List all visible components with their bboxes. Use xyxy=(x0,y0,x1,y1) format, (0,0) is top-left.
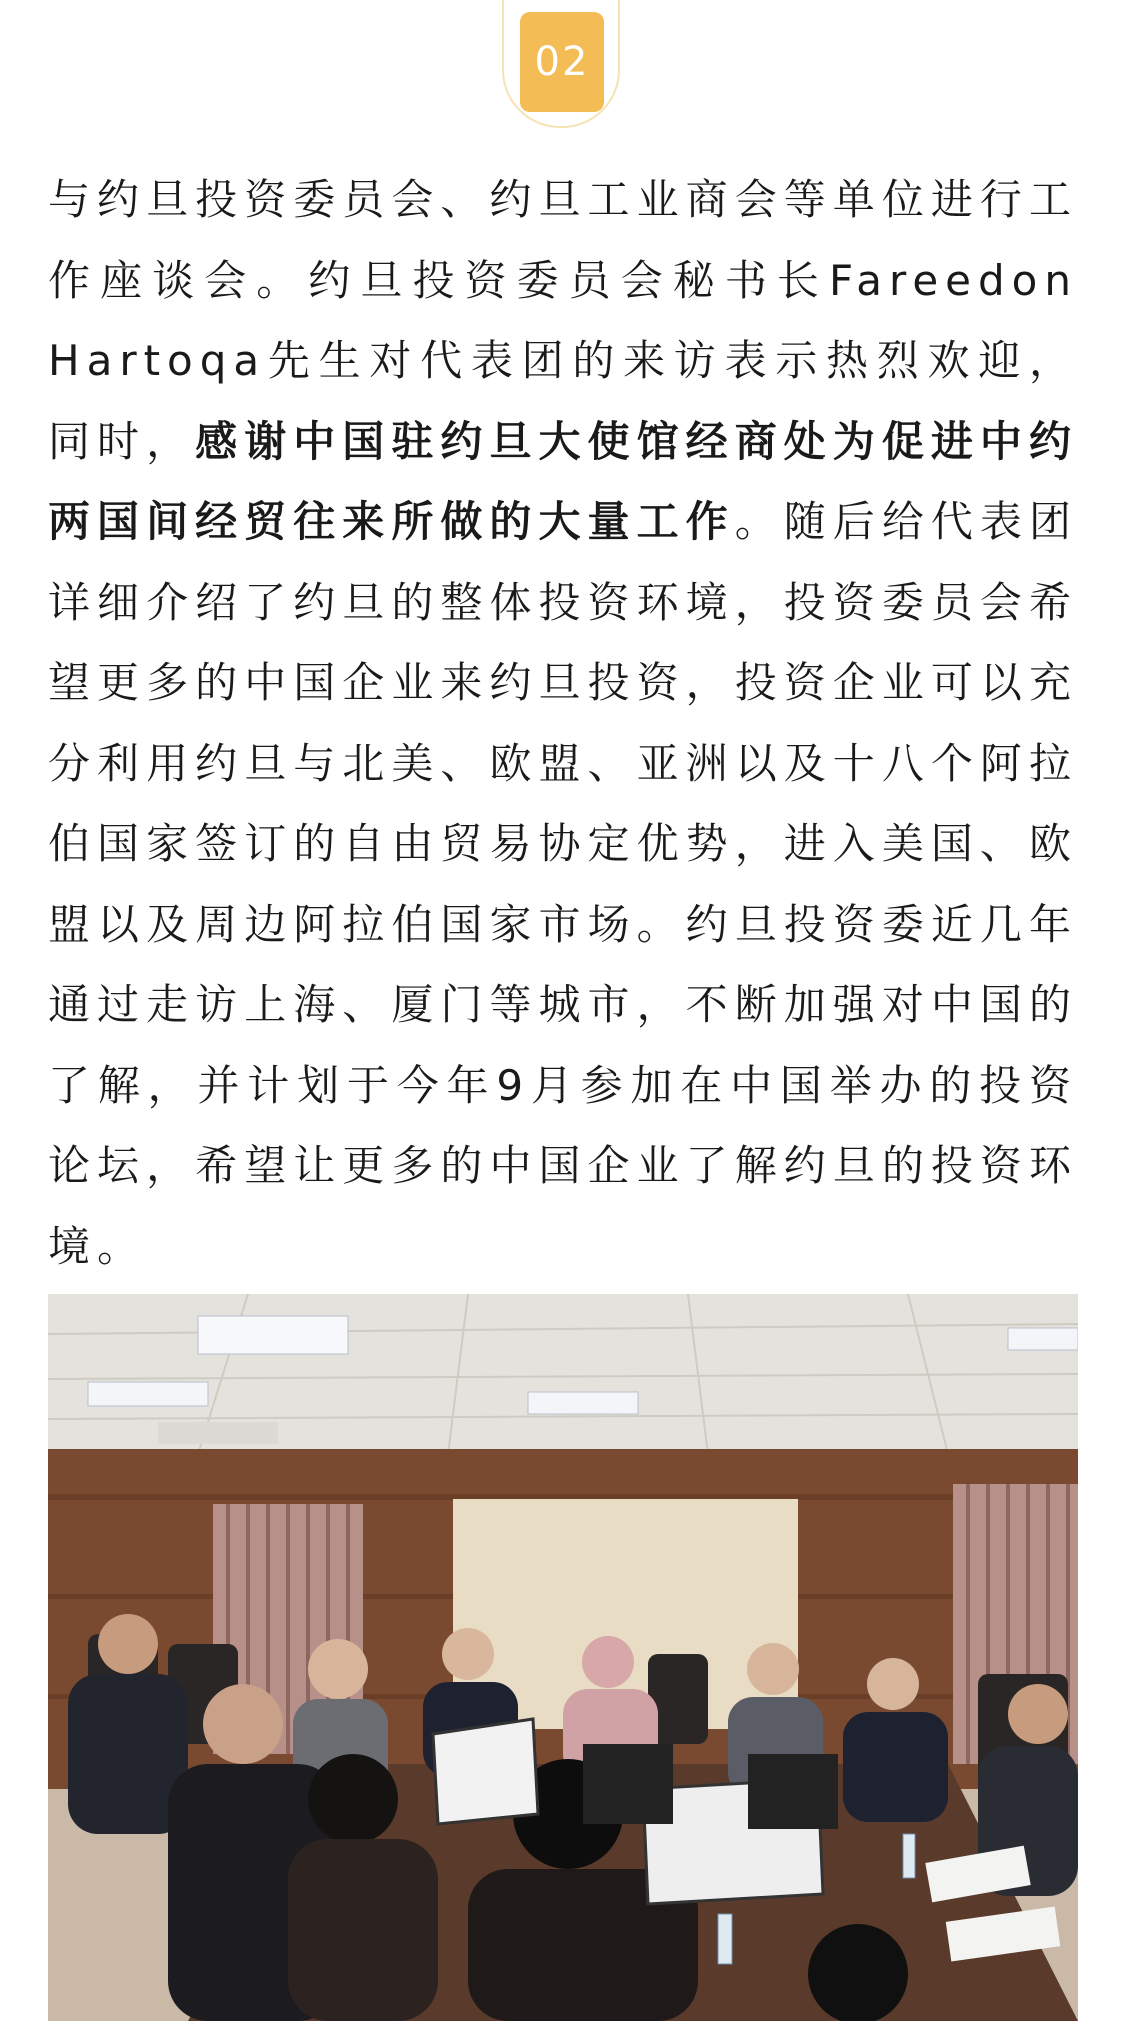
article-text-after: 。随后给代表团详细介绍了约旦的整体投资环境，投资委员会希望更多的中国企业来约旦投资，投资企业可以充分利用约旦与北美、欧盟、亚洲以及十八个阿拉伯国家签订的自由贸易协定优势，进入美国、欧盟以及周边阿拉伯国家市场。约旦投资委近几年通过走访上海、厦门等城市，不断加强对中国的了解，并计划于今年9月参加在中国举办的投资论坛，希望让更多的中国企业了解约旦的投资环境。 xyxy=(48,497,1078,1271)
ceiling-light xyxy=(1008,1328,1078,1350)
badge-number: 02 xyxy=(520,12,604,112)
article-paragraph xyxy=(48,160,1078,1287)
section-number-badge xyxy=(502,0,622,130)
ceiling-light xyxy=(528,1392,638,1414)
air-conditioner xyxy=(158,1422,278,1444)
article-text-before: 与约旦投资委员会、约旦工业商会等单位进行工作座谈会。约旦投资委员会秘书长Fareedon Hartoqa先生对代表团的来访表示热烈欢迎，同时， xyxy=(48,175,1078,466)
article-text-bold: 感谢中国驻约旦大使馆经商处为促进中约两国间经贸往来所做的大量工作 xyxy=(48,416,1078,546)
meeting-photo-illustration xyxy=(48,1294,1078,2021)
ceiling-light xyxy=(88,1382,208,1406)
ceiling-light xyxy=(198,1316,348,1354)
meeting-room-photo xyxy=(48,1294,1078,2021)
